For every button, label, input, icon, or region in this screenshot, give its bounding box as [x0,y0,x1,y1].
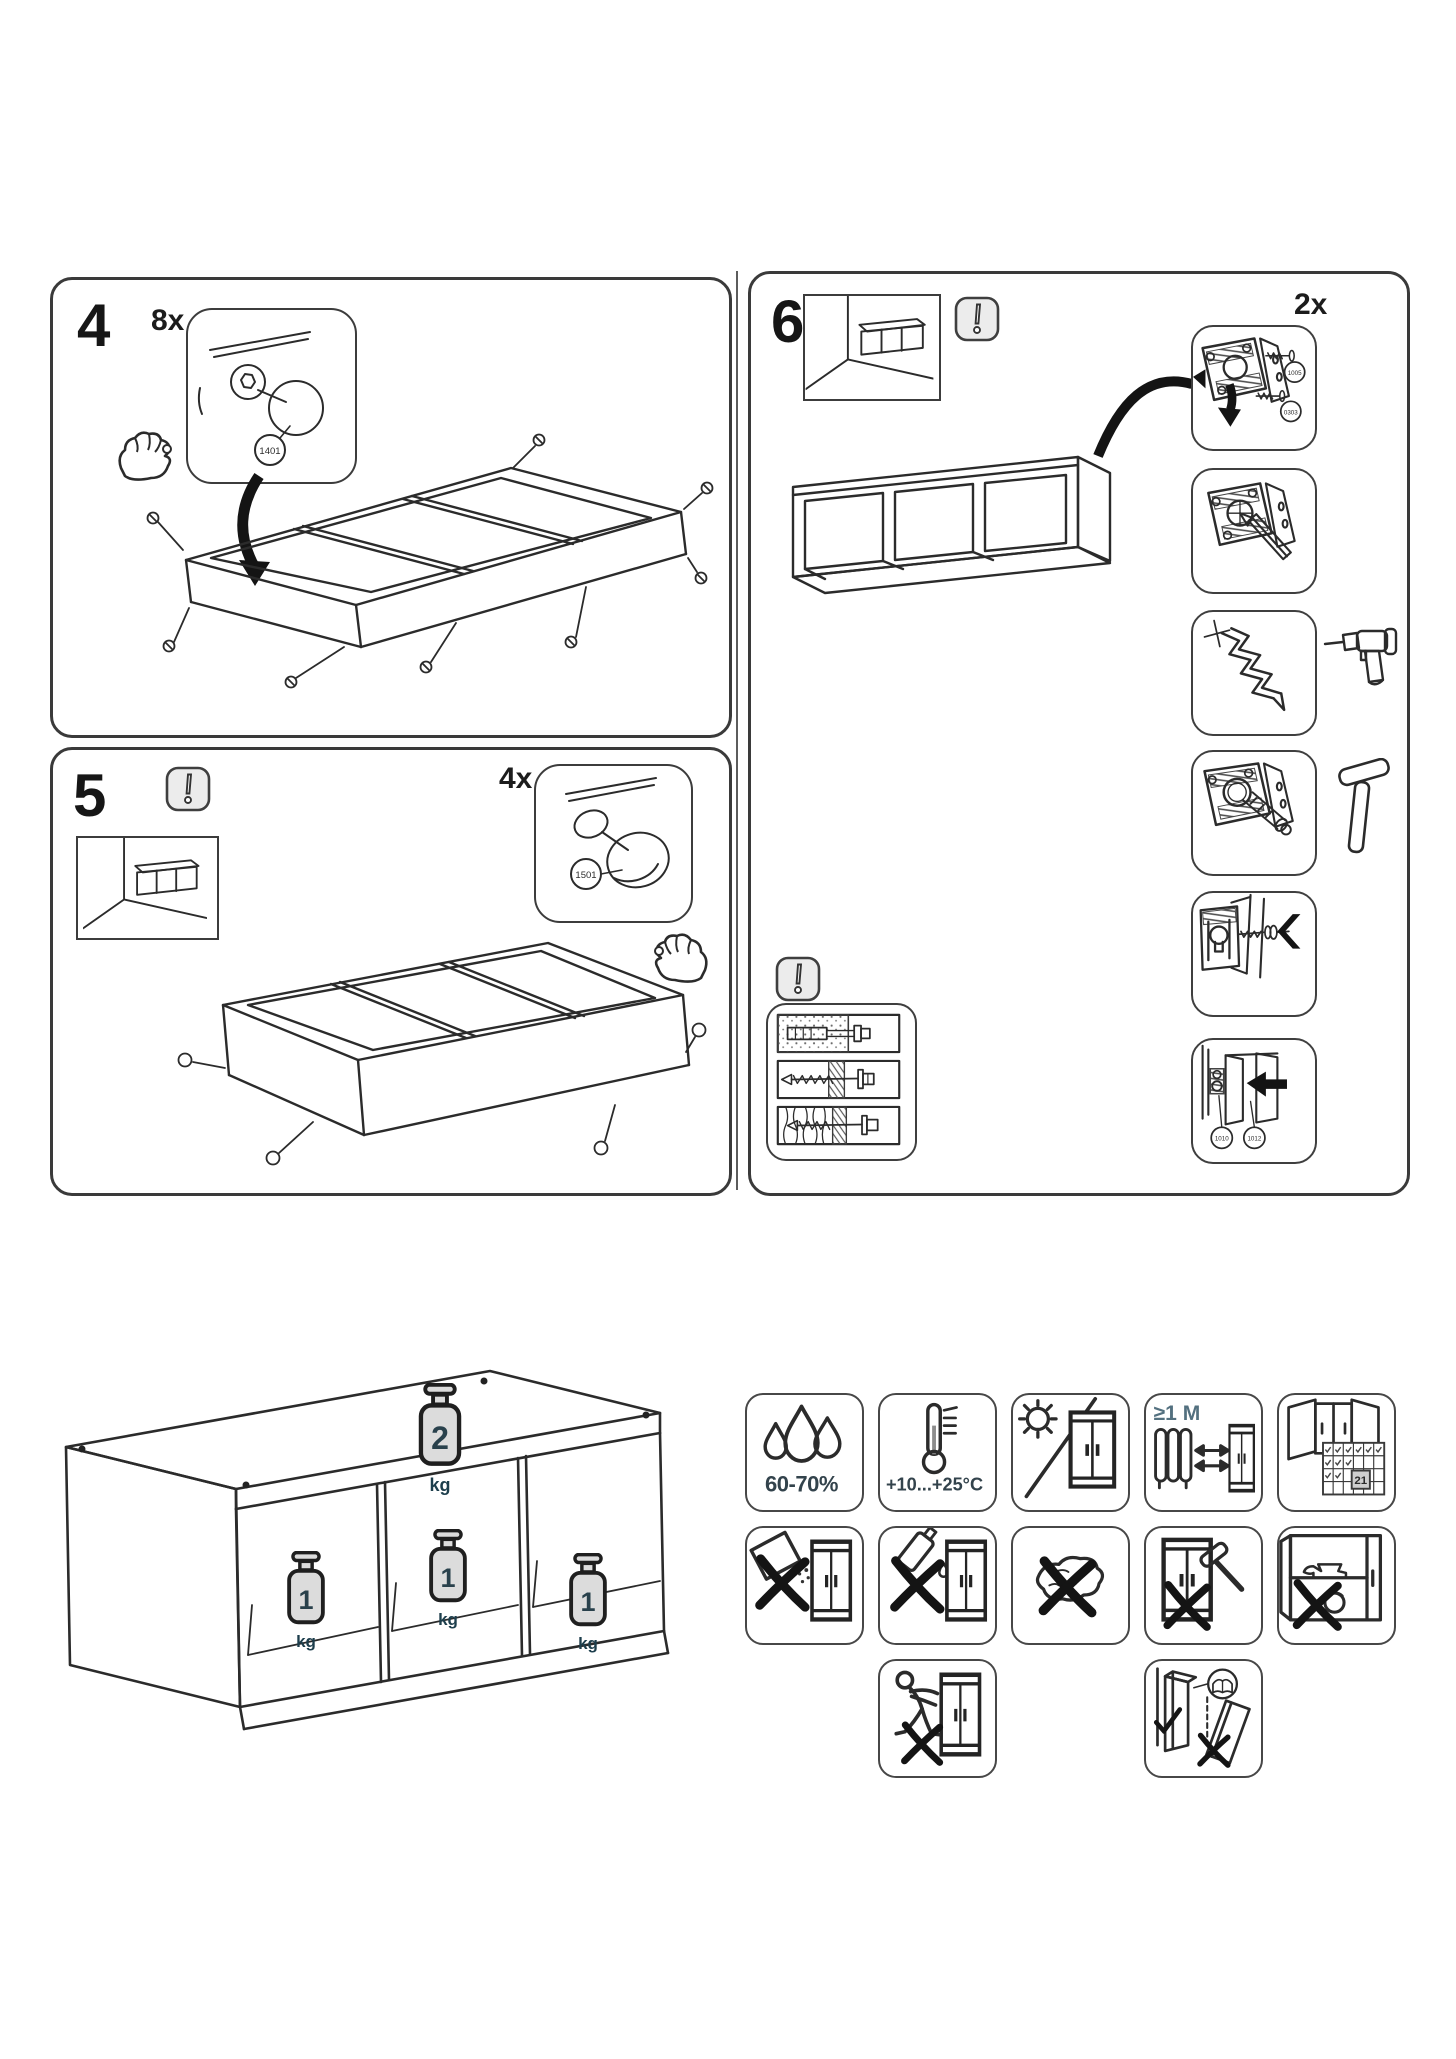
thermometer-icon [924,1405,957,1473]
hollow-wall-row [778,1061,899,1098]
wardrobe-icon [1071,1412,1115,1486]
drill-icon [1323,618,1405,696]
x-mark [895,1561,940,1609]
manual-book-icon [1208,1670,1237,1699]
detail-box-insert-anchor [1191,750,1317,876]
care-icon-no-impacts [1144,1526,1263,1645]
step-4-quantity: 8x [151,304,185,337]
step-4-number: 4 [77,292,109,359]
step-6-quantity: 2x [1294,288,1328,321]
wardrobe-icon [812,1542,850,1620]
part-label-1501: 1501 [575,870,597,881]
humidity-range-label: 60-70% [765,1471,839,1497]
shelf-unit-screws-drawing [141,430,719,725]
wall-fastener-types-box [766,1003,917,1161]
kg-label: kg [438,1610,458,1629]
corner-screws [148,435,713,688]
care-icon-heat-distance [1144,1393,1263,1512]
arrow-to-bracket [1088,344,1200,462]
warning-icon [775,956,821,1002]
temperature-range-label: +10...+25°C [885,1474,984,1495]
load-limit-diagram [48,1355,670,1775]
radiator-icon [1156,1429,1191,1487]
shelf-unit-caps-drawing [163,910,708,1180]
hammer-icon [1325,758,1403,862]
kg-label: kg [429,1475,451,1495]
step-4-panel [50,277,732,738]
care-icon-no-solvents [878,1526,997,1645]
step-5-part-detail-bubble [534,764,693,923]
concrete-wall-row [778,1015,899,1052]
warning-icon [165,766,211,812]
hook-part-label-1: 1010 [1214,1135,1229,1143]
shelf3-load-value: 1 [580,1587,596,1617]
hook-part-label-2: 1012 [1247,1135,1262,1143]
wardrobe-icon [941,1675,979,1755]
step-5-quantity: 4x [499,762,533,795]
detail-box-mark-position [1191,468,1317,594]
detail-box-screw-bracket [1191,891,1317,1017]
top-load-value: 2 [431,1420,449,1456]
hardware-part-label-2: 0303 [1283,409,1298,417]
shelf1-load-weight [289,1553,323,1651]
wall-context-inset [803,294,941,401]
part-label-1401: 1401 [259,446,281,457]
shelf1-load-value: 1 [298,1585,314,1615]
kg-label: kg [578,1634,598,1653]
wardrobe-icon [1229,1426,1253,1491]
care-icon-no-direct-sunlight [1011,1393,1130,1512]
hardware-part-label-1: 1005 [1287,369,1302,377]
shelf2-load-value: 1 [440,1563,456,1593]
care-icon-secure-upright [1144,1659,1263,1778]
care-icon-no-abrasives [745,1526,864,1645]
care-icon-no-dragging [878,1659,997,1778]
wall-shelf-drawing [778,449,1128,624]
step-5-number: 5 [73,762,105,829]
step-6-panel [748,271,1410,1196]
double-arrow-icon [1196,1446,1229,1471]
warning-icon [954,296,1000,342]
detail-box-hang-shelf [1191,1038,1317,1164]
column-divider [736,271,738,1190]
care-icon-no-wet-cloth [1011,1526,1130,1645]
top-load-weight [421,1385,459,1495]
care-icon-no-heavy-objects [1277,1526,1396,1645]
calendar-grid [1323,1443,1384,1495]
shelf3-load-weight [571,1555,605,1653]
acclimation-days-label: 21 [1354,1474,1368,1487]
detail-box-bracket-hardware [1191,325,1317,451]
shelf2-load-weight [431,1531,465,1629]
cover-caps [179,1024,706,1165]
step-5-panel [50,747,732,1196]
x-mark [1043,1561,1091,1613]
water-drops-icon [765,1406,840,1461]
cap-detail-drawing [536,766,691,921]
care-icon-humidity [745,1393,864,1512]
care-icon-ventilate-acclimate [1277,1393,1396,1512]
distance-label: ≥1 М [1153,1401,1201,1425]
kg-label: kg [296,1632,316,1651]
sun-icon [1020,1401,1056,1437]
x-mark [760,1559,805,1607]
detail-box-drill-hole [1191,610,1317,736]
x-mark [904,1725,939,1762]
x-mark [1200,1735,1228,1765]
care-icon-temperature [878,1393,997,1512]
wood-wall-row [778,1107,899,1144]
step-6-number: 6 [771,288,803,355]
check-mark [1156,1709,1180,1731]
wardrobe-icon [947,1542,985,1620]
